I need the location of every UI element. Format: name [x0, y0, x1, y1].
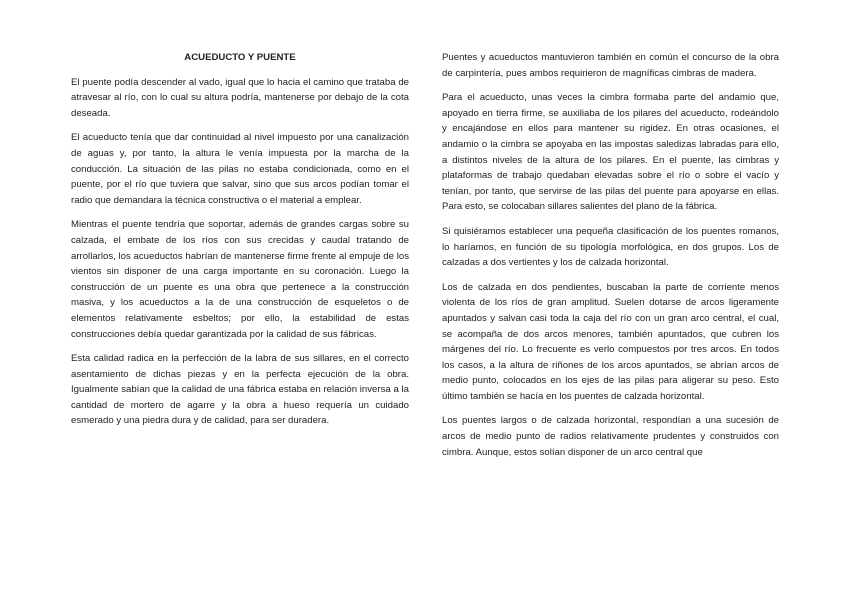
paragraph: El acueducto tenía que dar continuidad al nivel impuesto por una canalización de aguas y, por tanto, la altura le venía impuesta por la marcha de la conducción. La situación de las pilas no estaba condicionada, como en el puente, por el río que tuviera que salvar, sino que sus arcos podían tomar el radio que demandara la técnica constructiva o el material a emplear. [71, 132, 409, 206]
paragraph: Esta calidad radica en la perfección de la labra de sus sillares, en el correcto asentamiento de dichas piezas y en la perfecta ejecución de la obra. Igualmente sabían que la calidad de una fábrica estaba en relación inversa a la cantidad de mortero de agarre y la obra a hueso requería un cuidado esmerado y una piedra dura y de calidad, para ser duradera. [71, 353, 409, 427]
paragraph: Los puentes largos o de calzada horizontal, respondían a una sucesión de arcos de medio punto de radios relativamente prudentes y construidos con cimbra. Aunque, estos solían disponer de un arco central que [442, 415, 779, 458]
paragraph: Puentes y acueductos mantuvieron también en común el concurso de la obra de carpintería, pues ambos requirieron de magníficas cimbras de madera. [442, 52, 779, 79]
paragraph: Para el acueducto, unas veces la cimbra formaba parte del andamio que, apoyado en tierra firme, se auxiliaba de los pilares del acueducto, rodeándolo y encajándose en ellos para mantener su rigidez. En otras ocasiones, el andamio o la cimbra se apoyaba en las impostas saledizas labradas para ello, a distintos niveles de la altura de los pilares. En el puente, las cimbras y plataformas de trabajo quedaban elevadas sobre el río o sobre el vacío y tenían, por tanto, que servirse de las pilas del puente para apoyarse en ellas. Para esto, se colocaban sillares salientes del plano de la fábrica. [442, 92, 779, 213]
paragraph: Si quisiéramos establecer una pequeña clasificación de los puentes romanos, lo haríamos, en función de su tipología morfológica, en dos grupos. Los de calzadas a dos vertientes y los de calzada horizontal. [442, 225, 779, 269]
paragraph: Mientras el puente tendría que soportar, además de grandes cargas sobre su calzada, el embate de los ríos con sus crecidas y caudal tratando de arrollarlos, los acueductos habrían de mantenerse firme frente al empuje de los vientos sin disponer de una carga importante en su coronación. Luego la construcción de un puente es una obra que pertenece a la construcción masiva, y los acueductos a la de una construcción de esqueletos o de elementos relativamente esbeltos; por ello, la estabilidad de estas construcciones debía quedar garantizada por la calidad de sus fábricas. [71, 219, 409, 340]
page-title: ACUEDUCTO Y PUENTE [184, 52, 296, 63]
paragraph: Los de calzada en dos pendientes, buscaban la parte de corriente menos violenta de los ríos de gran amplitud. Suelen dotarse de arcos ligeramente apuntados y salvan casi toda la caja del río con un gran arco central, el cual, se acompaña de dos arcos menores, también apuntados, que cubren los márgenes del río. Lo frecuente es verlo compuestos por tres arcos. En todos los casos, a la altura de riñones de los arcos apuntados, se abrían arcos de medio punto, colocados en los ejes de las pilas para aligerar su peso. Esto último también se hacía en los puentes de calzada horizontal. [442, 281, 779, 402]
paragraph: El puente podía descender al vado, igual que lo hacia el camino que trataba de atravesar al río, con lo cual su altura podría, mantenerse por debajo de la cota deseada. [71, 76, 409, 119]
right-column [442, 50, 779, 469]
left-column [71, 50, 409, 438]
